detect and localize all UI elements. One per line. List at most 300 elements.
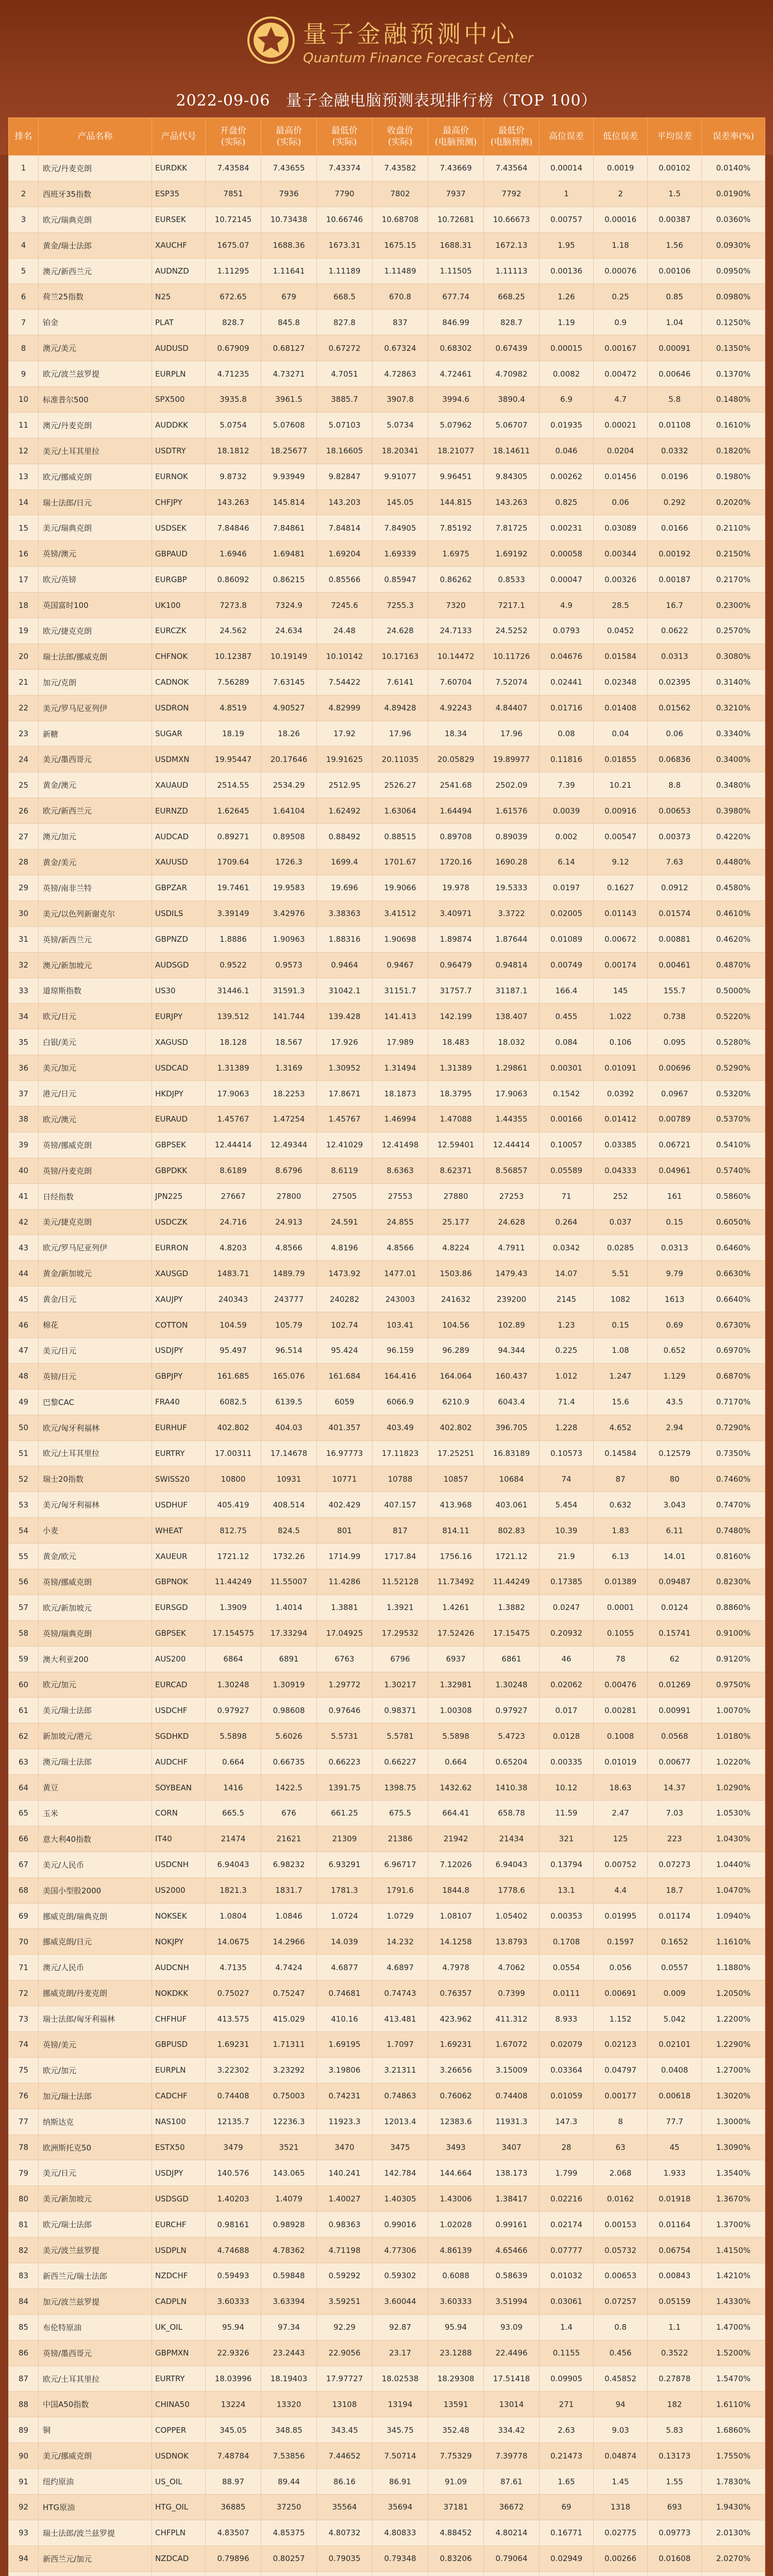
table-cell: 1.61576 — [484, 798, 540, 824]
table-cell: 87 — [9, 2366, 39, 2392]
table-cell: 1.3882 — [484, 1595, 540, 1620]
table-cell: 0.825 — [540, 489, 594, 515]
table-cell: 7.52074 — [484, 669, 540, 695]
table-cell: EURPLN — [152, 2057, 206, 2083]
table-cell: 402.802 — [206, 1415, 261, 1440]
table-cell: 0.10057 — [540, 1132, 594, 1158]
table-cell: 0.01412 — [594, 1106, 648, 1132]
table-cell: 19 — [9, 618, 39, 644]
table-cell: 1721.12 — [206, 1544, 261, 1569]
table-row — [9, 1492, 765, 1518]
table-row — [9, 1775, 765, 1801]
table-cell: 1717.84 — [373, 1544, 428, 1569]
table-cell: 143.203 — [317, 489, 373, 515]
table-row — [9, 618, 765, 644]
table-cell: 28.5 — [594, 592, 648, 618]
table-cell: 0.89039 — [484, 824, 540, 850]
table-cell: 6763 — [317, 1646, 373, 1672]
table-cell: 0.00091 — [648, 335, 702, 361]
table-cell: 1.4210% — [702, 2263, 765, 2289]
table-cell: 1.04 — [648, 310, 702, 335]
table-cell: 675.5 — [373, 1801, 428, 1826]
table-cell: 1.64494 — [428, 798, 484, 824]
table-cell: GBPUSD — [152, 2032, 206, 2058]
table-cell: 1.0804 — [206, 1903, 261, 1929]
table-cell: EURTRY — [152, 1440, 206, 1466]
table-cell: 0.225 — [540, 1337, 594, 1363]
table-cell: 1.0724 — [317, 1903, 373, 1929]
table-cell: 679 — [261, 284, 317, 310]
table-cell: 0.00691 — [594, 1980, 648, 2006]
table-cell: 7802 — [373, 181, 428, 207]
table-cell: NOKSEK — [152, 1903, 206, 1929]
table-cell: CHINA50 — [152, 2392, 206, 2417]
table-row — [9, 695, 765, 721]
table-cell: 0.83206 — [428, 2546, 484, 2571]
table-cell: FRA40 — [152, 1389, 206, 1415]
table-cell: 10.19149 — [261, 643, 317, 669]
table-cell: 32 — [9, 952, 39, 978]
table-cell: 8.6363 — [373, 1158, 428, 1183]
table-cell: 693 — [648, 2495, 702, 2520]
table-cell: 瑞士法郎/日元 — [39, 489, 152, 515]
table-cell: 51 — [9, 1440, 39, 1466]
table-cell: 96.514 — [261, 1337, 317, 1363]
table-cell: 0.74231 — [317, 2083, 373, 2109]
table-cell: 1.90963 — [261, 926, 317, 952]
table-cell: 1.30919 — [261, 1672, 317, 1698]
table-cell: 18.16605 — [317, 438, 373, 464]
table-cell: 4.652 — [594, 1415, 648, 1440]
table-cell: 0.01143 — [594, 901, 648, 926]
table-cell: 0.0128 — [540, 1723, 594, 1749]
table-cell: 223 — [648, 1826, 702, 1852]
table-row — [9, 1004, 765, 1029]
table-cell: 12.41029 — [317, 1132, 373, 1158]
table-cell: 5.6026 — [261, 1723, 317, 1749]
table-cell: 239200 — [484, 1286, 540, 1312]
table-cell: 13591 — [428, 2392, 484, 2417]
table-cell: 0.00192 — [648, 541, 702, 567]
table-cell: 0.00014 — [540, 156, 594, 181]
table-cell: 1.11489 — [373, 258, 428, 284]
table-cell: 20.17646 — [261, 747, 317, 772]
table-cell: 4.86139 — [428, 2238, 484, 2263]
table-cell: 96.289 — [428, 1337, 484, 1363]
table-cell: 0.04676 — [540, 643, 594, 669]
table-cell: 4.85375 — [261, 2520, 317, 2546]
table-cell: 0.79035 — [317, 2546, 373, 2571]
table-cell: 0.084 — [540, 1029, 594, 1055]
table-cell: 658.78 — [484, 1801, 540, 1826]
table-cell: 0.01918 — [648, 2186, 702, 2212]
table-cell: 新加坡元/港元 — [39, 1723, 152, 1749]
table-cell: 6082.5 — [206, 1389, 261, 1415]
table-cell: 5.454 — [540, 1492, 594, 1518]
table-cell: 45 — [648, 2134, 702, 2160]
table-cell: 0.01608 — [648, 2546, 702, 2571]
table-cell: 1.29861 — [484, 1055, 540, 1081]
table-cell: NOKDKK — [152, 1980, 206, 2006]
table-cell: 0.74681 — [317, 1980, 373, 2006]
table-cell: 334.42 — [484, 2417, 540, 2443]
table-cell: 11.59 — [540, 1801, 594, 1826]
table-cell: 155.7 — [648, 978, 702, 1004]
table-cell: 0.00752 — [594, 1852, 648, 1877]
table-cell: 12.49344 — [261, 1132, 317, 1158]
table-cell: 71.4 — [540, 1389, 594, 1415]
table-cell: UK_OIL — [152, 2314, 206, 2340]
table-cell: 2145 — [540, 1286, 594, 1312]
table-cell: 28 — [9, 850, 39, 875]
table-cell: 3407 — [484, 2134, 540, 2160]
table-cell: 7.54422 — [317, 669, 373, 695]
table-cell: 160.437 — [484, 1363, 540, 1389]
table-cell: 美元/土耳其里拉 — [39, 438, 152, 464]
table-cell: 19.7461 — [206, 875, 261, 901]
table-cell: 47 — [9, 1337, 39, 1363]
table-cell: 5.07962 — [428, 412, 484, 438]
table-cell: 美元/挪威克朗 — [39, 2443, 152, 2469]
table-cell: 1.55 — [648, 2469, 702, 2495]
table-cell: 27253 — [484, 1183, 540, 1209]
table-cell: 6.93291 — [317, 1852, 373, 1877]
table-cell: PLAT — [152, 310, 206, 335]
table-row — [9, 1363, 765, 1389]
table-row — [9, 1723, 765, 1749]
table-cell: GBPZAR — [152, 875, 206, 901]
table-row — [9, 850, 765, 875]
table-cell: 1.6860% — [702, 2417, 765, 2443]
table-cell: 9.8732 — [206, 464, 261, 489]
table-cell: 1613 — [648, 1286, 702, 1312]
table-cell: 0.97927 — [484, 1698, 540, 1723]
table-cell: 1.3020% — [702, 2083, 765, 2109]
table-cell: 0.94814 — [484, 952, 540, 978]
table-cell: 纳斯达克 — [39, 2109, 152, 2134]
table-cell: 22 — [9, 695, 39, 721]
table-cell: 2.0270% — [702, 2546, 765, 2571]
table-row — [9, 1877, 765, 1903]
table-cell: 3.21311 — [373, 2057, 428, 2083]
table-cell: 0.0392 — [594, 1081, 648, 1107]
table-cell: 56 — [9, 1569, 39, 1595]
table-cell: 7.75329 — [428, 2443, 484, 2469]
table-cell: 0.0452 — [594, 618, 648, 644]
table-cell: 3961.5 — [261, 387, 317, 413]
table-cell: 321 — [540, 1826, 594, 1852]
table-cell: USDHUF — [152, 1492, 206, 1518]
table-cell: 4.7051 — [317, 361, 373, 387]
table-cell: USDPLN — [152, 2238, 206, 2263]
table-cell: 9.03 — [594, 2417, 648, 2443]
table-cell: 美元/日元 — [39, 1337, 152, 1363]
table-cell: 164.064 — [428, 1363, 484, 1389]
table-cell: 10.39 — [540, 1518, 594, 1544]
table-cell: 14.1258 — [428, 1929, 484, 1955]
table-cell: 新西兰元/瑞士法郎 — [39, 2263, 152, 2289]
table-cell: 17.25251 — [428, 1440, 484, 1466]
table-cell: 0.04333 — [594, 1158, 648, 1183]
table-cell: 31757.7 — [428, 978, 484, 1004]
table-cell: 18.032 — [484, 1029, 540, 1055]
table-cell: 36885 — [206, 2495, 261, 2520]
table-cell: 1.26 — [540, 284, 594, 310]
table-row — [9, 1312, 765, 1338]
table-cell: 49 — [9, 1389, 39, 1415]
table-cell: 345.05 — [206, 2417, 261, 2443]
table-cell: 27 — [9, 824, 39, 850]
table-row — [9, 2469, 765, 2495]
table-cell: 8.933 — [540, 2006, 594, 2032]
table-cell: 44 — [9, 1261, 39, 1286]
table-cell: 0.6050% — [702, 1209, 765, 1235]
table-cell: 3475 — [373, 2134, 428, 2160]
table-cell: USDSGD — [152, 2186, 206, 2212]
table-row — [9, 464, 765, 489]
table-row — [9, 978, 765, 1004]
table-cell: 27667 — [206, 1183, 261, 1209]
table-cell: 827.8 — [317, 310, 373, 335]
table-cell: 5.5781 — [373, 1723, 428, 1749]
table-cell: 3521 — [261, 2134, 317, 2160]
table-cell — [484, 2571, 540, 2576]
table-cell: 0.9750% — [702, 1672, 765, 1698]
table-cell: 3935.8 — [206, 387, 261, 413]
table-cell: 102.74 — [317, 1312, 373, 1338]
table-cell — [206, 2571, 261, 2576]
table-cell: 63 — [594, 2134, 648, 2160]
table-cell: 1503.86 — [428, 1261, 484, 1286]
table-cell: 美元/新加坡元 — [39, 2186, 152, 2212]
table-cell: 0.21473 — [540, 2443, 594, 2469]
table-cell: 0.6870% — [702, 1363, 765, 1389]
table-row — [9, 1955, 765, 1980]
table-cell: 1.933 — [648, 2160, 702, 2186]
table-cell: 817 — [373, 1518, 428, 1544]
table-cell: 0.6640% — [702, 1286, 765, 1312]
table-cell: 1422.5 — [261, 1775, 317, 1801]
table-cell: 26 — [9, 798, 39, 824]
table-cell: 96.159 — [373, 1337, 428, 1363]
table-cell: 105.79 — [261, 1312, 317, 1338]
table-cell: 0.89708 — [428, 824, 484, 850]
table-cell: 0.3480% — [702, 772, 765, 798]
table-row — [9, 2032, 765, 2058]
table-cell: AUDDKK — [152, 412, 206, 438]
table-cell: 5.07608 — [261, 412, 317, 438]
table-cell: 0.5000% — [702, 978, 765, 1004]
table-cell: 828.7 — [206, 310, 261, 335]
table-cell: 1.38417 — [484, 2186, 540, 2212]
table-cell: EURJPY — [152, 1004, 206, 1029]
table-cell: 6861 — [484, 1646, 540, 1672]
table-cell: 0.2170% — [702, 567, 765, 592]
table-cell: 140.576 — [206, 2160, 261, 2186]
table-cell: 11.52128 — [373, 1569, 428, 1595]
table-cell: 美元/捷克克朗 — [39, 1209, 152, 1235]
table-cell: EURDKK — [152, 156, 206, 181]
table-cell: 1.69192 — [484, 541, 540, 567]
table-cell: 0.11816 — [540, 747, 594, 772]
table-cell: 0.01716 — [540, 695, 594, 721]
table-cell: 1.69481 — [261, 541, 317, 567]
table-cell: 0.01108 — [648, 412, 702, 438]
table-cell: 0.00353 — [540, 1903, 594, 1929]
table-row — [9, 2289, 765, 2314]
table-cell: 1082 — [594, 1286, 648, 1312]
table-cell: 10.66746 — [317, 207, 373, 232]
table-cell: 0.98371 — [373, 1698, 428, 1723]
table-cell: 27800 — [261, 1183, 317, 1209]
table-cell: XAUJPY — [152, 1286, 206, 1312]
table-cell: 0.01032 — [540, 2263, 594, 2289]
table-cell: 0.00153 — [594, 2212, 648, 2238]
table-cell: 87 — [594, 1466, 648, 1492]
table-cell: 7.63145 — [261, 669, 317, 695]
table-cell: 0.0622 — [648, 618, 702, 644]
table-cell: 0.0247 — [540, 1595, 594, 1620]
table-cell: 0.68127 — [261, 335, 317, 361]
table-cell: 6937 — [428, 1646, 484, 1672]
table-cell: 7.81725 — [484, 515, 540, 541]
table-cell: 10.72145 — [206, 207, 261, 232]
table-cell: 欧元/匈牙利福林 — [39, 1415, 152, 1440]
table-cell: 0.00653 — [648, 798, 702, 824]
table-cell: 11931.3 — [484, 2109, 540, 2134]
table-cell — [594, 2571, 648, 2576]
table-cell: 0.7350% — [702, 1440, 765, 1466]
table-cell: 0.0950% — [702, 258, 765, 284]
table-row — [9, 515, 765, 541]
table-cell: 0.00281 — [594, 1698, 648, 1723]
table-cell: 0.0793 — [540, 618, 594, 644]
table-cell: 澳大利亚200 — [39, 1646, 152, 1672]
table-cell: 17.989 — [373, 1029, 428, 1055]
table-cell: 10 — [9, 387, 39, 413]
table-cell: 0.00326 — [594, 567, 648, 592]
table-cell: 1.0940% — [702, 1903, 765, 1929]
table-cell: 18.20341 — [373, 438, 428, 464]
table-cell: 加元/波兰兹罗提 — [39, 2289, 152, 2314]
table-cell: 164.416 — [373, 1363, 428, 1389]
table-cell: 1821.3 — [206, 1877, 261, 1903]
table-cell: 0.98608 — [261, 1698, 317, 1723]
table-cell: 1.63064 — [373, 798, 428, 824]
table-cell: 英镑/丹麦克朗 — [39, 1158, 152, 1183]
table-cell: 0.01408 — [594, 695, 648, 721]
table-cell: 837 — [373, 310, 428, 335]
table-cell: 1.30248 — [484, 1672, 540, 1698]
table-row — [9, 1801, 765, 1826]
table-cell: 104.59 — [206, 1312, 261, 1338]
table-cell: 37181 — [428, 2495, 484, 2520]
table-cell: 71 — [540, 1183, 594, 1209]
table-cell: 2534.29 — [261, 772, 317, 798]
table-cell: 0.0196 — [648, 464, 702, 489]
table-cell: 0.9464 — [317, 952, 373, 978]
table-cell: 35694 — [373, 2495, 428, 2520]
table-row — [9, 824, 765, 850]
table-cell: 1.0470% — [702, 1877, 765, 1903]
table-cell: 荷兰25指数 — [39, 284, 152, 310]
table-cell: 0.88492 — [317, 824, 373, 850]
table-cell: 0.20932 — [540, 1620, 594, 1646]
table-cell: 10.14472 — [428, 643, 484, 669]
table-cell: 0.0332 — [648, 438, 702, 464]
table-cell: 1.0530% — [702, 1801, 765, 1826]
table-cell: 0.09905 — [540, 2366, 594, 2392]
table-cell: 846.99 — [428, 310, 484, 335]
table-cell: 1.0729 — [373, 1903, 428, 1929]
table-cell: 18.25677 — [261, 438, 317, 464]
table-cell: 1.89874 — [428, 926, 484, 952]
table-cell: 0.292 — [648, 489, 702, 515]
table-cell: EURHUF — [152, 1415, 206, 1440]
table-cell: 0.03061 — [540, 2289, 594, 2314]
table-cell: 1.62492 — [317, 798, 373, 824]
table-row — [9, 207, 765, 232]
table-cell — [9, 2571, 39, 2576]
table-cell: 1.3090% — [702, 2134, 765, 2160]
table-cell: 0.12579 — [648, 1440, 702, 1466]
table-cell: 4.92243 — [428, 695, 484, 721]
table-cell: 0.00696 — [648, 1055, 702, 1081]
table-cell: 白银/美元 — [39, 1029, 152, 1055]
table-cell — [428, 2571, 484, 2576]
table-cell: 6059 — [317, 1389, 373, 1415]
table-cell: CADPLN — [152, 2289, 206, 2314]
table-cell: 668.5 — [317, 284, 373, 310]
table-cell: 2.94 — [648, 1415, 702, 1440]
table-cell: 4.89428 — [373, 695, 428, 721]
table-cell — [261, 2571, 317, 2576]
table-cell: 0.86262 — [428, 567, 484, 592]
table-cell: 10.68708 — [373, 207, 428, 232]
table-row — [9, 310, 765, 335]
table-cell: 343.45 — [317, 2417, 373, 2443]
table-cell: 21474 — [206, 1826, 261, 1852]
table-cell: 22.9326 — [206, 2340, 261, 2366]
table-cell: HTG_OIL — [152, 2495, 206, 2520]
table-cell: 17.00311 — [206, 1440, 261, 1466]
table-cell: 美元/加元 — [39, 1055, 152, 1081]
table-cell: 43.5 — [648, 1389, 702, 1415]
table-cell: 3.19806 — [317, 2057, 373, 2083]
table-cell: 6043.4 — [484, 1389, 540, 1415]
table-cell: 0.88515 — [373, 824, 428, 850]
table-cell: 1410.38 — [484, 1775, 540, 1801]
table-row — [9, 2520, 765, 2546]
table-cell: 4.80214 — [484, 2520, 540, 2546]
table-row — [9, 1518, 765, 1544]
table-cell: 1398.75 — [373, 1775, 428, 1801]
table-cell: 0.0019 — [594, 156, 648, 181]
table-cell: 1844.8 — [428, 1877, 484, 1903]
table-cell: 1675.15 — [373, 232, 428, 258]
table-cell: 18.34 — [428, 721, 484, 747]
table-cell: 54 — [9, 1518, 39, 1544]
table-cell: 0.01164 — [648, 2212, 702, 2238]
table-cell: 英镑/墨西哥元 — [39, 2340, 152, 2366]
table-row — [9, 2392, 765, 2417]
table-cell: 美国小型股2000 — [39, 1877, 152, 1903]
table-cell: 0.0342 — [540, 1235, 594, 1261]
table-cell: 0.7399 — [484, 1980, 540, 2006]
table-cell: 1732.26 — [261, 1544, 317, 1569]
table-cell: 243777 — [261, 1286, 317, 1312]
table-cell: 1.0440% — [702, 1852, 765, 1877]
